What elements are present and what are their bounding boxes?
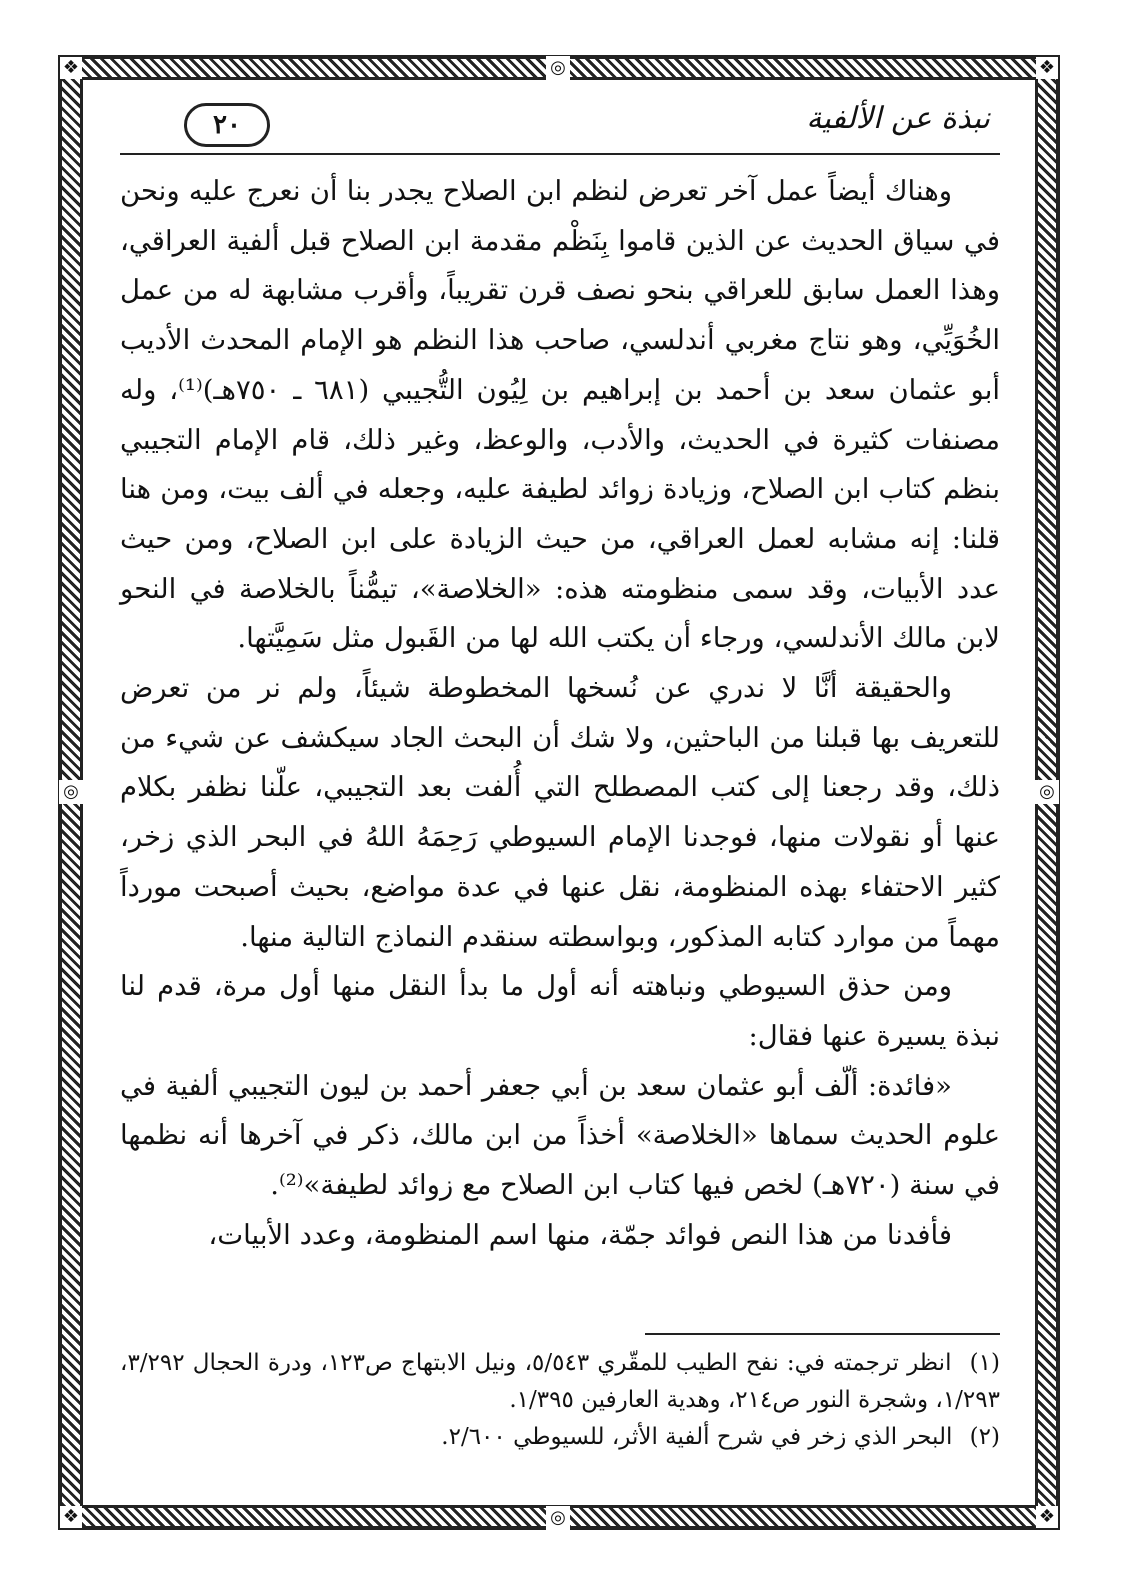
- corner-ornament-icon: ❖: [60, 1506, 82, 1528]
- footnote-number: (٢): [969, 1424, 1000, 1450]
- footnotes: [120, 1345, 1000, 1456]
- page-header: [120, 95, 1000, 155]
- footnote: [120, 1419, 1000, 1456]
- paragraph: فأفدنا من هذا النص فوائد جمّة، منها اسم المنظومة، وعدد الأبيات،: [208, 1218, 952, 1251]
- paragraph: وهناك أيضاً عمل آخر تعرض لنظم ابن الصلاح يجدر بنا أن نعرج عليه ونحن في سياق الحديث عن الذين قاموا بِنَظْم مقدمة ابن الصلاح قبل ألفية العراقي، وهذا العمل سابق للعراقي بنحو نصف قرن تقريباً، وأقرب مشابهة له من عمل الخُوَيِّي، وهو نتاج مغربي أندلسي، صاحب هذا النظم هو الإمام المحدث الأديب أبو عثمان سعد بن أحمد بن إبراهيم بن لِيُون التُّجيبي (٦٨١ ـ ٧٥٠هـ)⁽¹⁾، وله مصنفات كثيرة في الحديث، والأدب، والوعظ، وغير ذلك، قام الإمام التجيبي بنظم كتاب ابن الصلاح، وزيادة زوائد لطيفة عليه، وجعله في ألف بيت، ومن هنا قلنا: إنه مشابه لعمل العراقي، من حيث الزيادة على ابن الصلاح، ومن حيث عدد الأبيات، وقد سمى منظومته هذه: «الخلاصة»، تيمُّناً بالخلاصة في النحو لابن مالك الأندلسي، ورجاء أن يكتب الله لها من القَبول مثل سَمِيَّتها.: [120, 175, 1001, 655]
- footnote-text: البحر الذي زخر في شرح ألفية الأثر، للسيوطي ٢/٦٠٠.: [441, 1424, 953, 1450]
- footnote: [120, 1345, 1000, 1419]
- paragraph: ومن حذق السيوطي ونباهته أنه أول ما بدأ النقل منها أول مرة، قدم لنا نبذة يسيرة عنها فقال:: [120, 970, 1000, 1052]
- footnote-number: (١): [969, 1350, 1000, 1376]
- spiral-ornament-icon: ◎: [546, 56, 570, 80]
- footnote-divider: [645, 1333, 1000, 1335]
- page-number: ٢٠: [184, 103, 270, 147]
- spiral-ornament-icon: ◎: [546, 1506, 570, 1530]
- paragraph: والحقيقة أنَّا لا ندري عن نُسخها المخطوطة شيئاً، ولم نر من تعرض للتعريف بها قبلنا من الباحثين، ولا شك أن البحث الجاد سيكشف عن شيء من ذلك، وقد رجعنا إلى كتب المصطلح التي أُلفت بعد التجيبي، علّنا نظفر بكلام عنها أو نقولات منها، فوجدنا الإمام السيوطي رَحِمَهُ اللهُ في البحر الذي زخر، كثير الاحتفاء بهذه المنظومة، نقل عنها في عدة مواضع، بحيث أصبحت مورداً مهماً من موارد كتابه المذكور، وبواسطته سنقدم النماذج التالية منها.: [120, 672, 1000, 953]
- main-text: [120, 167, 1000, 1260]
- corner-ornament-icon: ❖: [1036, 57, 1058, 79]
- corner-ornament-icon: ❖: [60, 57, 82, 79]
- spiral-ornament-icon: ◎: [59, 780, 83, 804]
- spiral-ornament-icon: ◎: [1035, 780, 1059, 804]
- corner-ornament-icon: ❖: [1036, 1506, 1058, 1528]
- quotation-paragraph: «فائدة: ألّف أبو عثمان سعد بن أبي جعفر أحمد بن ليون التجيبي ألفية في علوم الحديث سماها «الخلاصة» أخذاً من ابن مالك، ذكر في آخرها أنه نظمها في سنة (٧٢٠هـ) لخص فيها كتاب ابن الصلاح مع زوائد لطيفة»⁽²⁾.: [120, 1069, 1000, 1202]
- page-content: [120, 95, 1000, 1495]
- running-title: نبذة عن الألفية: [806, 101, 990, 136]
- footnote-text: انظر ترجمته في: نفح الطيب للمقّري ٥/٥٤٣، ونيل الابتهاج ص١٢٣، ودرة الحجال ٣/٢٩٢، ١/٢٩٣، وشجرة النور ص٢١٤، وهدية العارفين ١/٣٩٥.: [120, 1350, 1000, 1413]
